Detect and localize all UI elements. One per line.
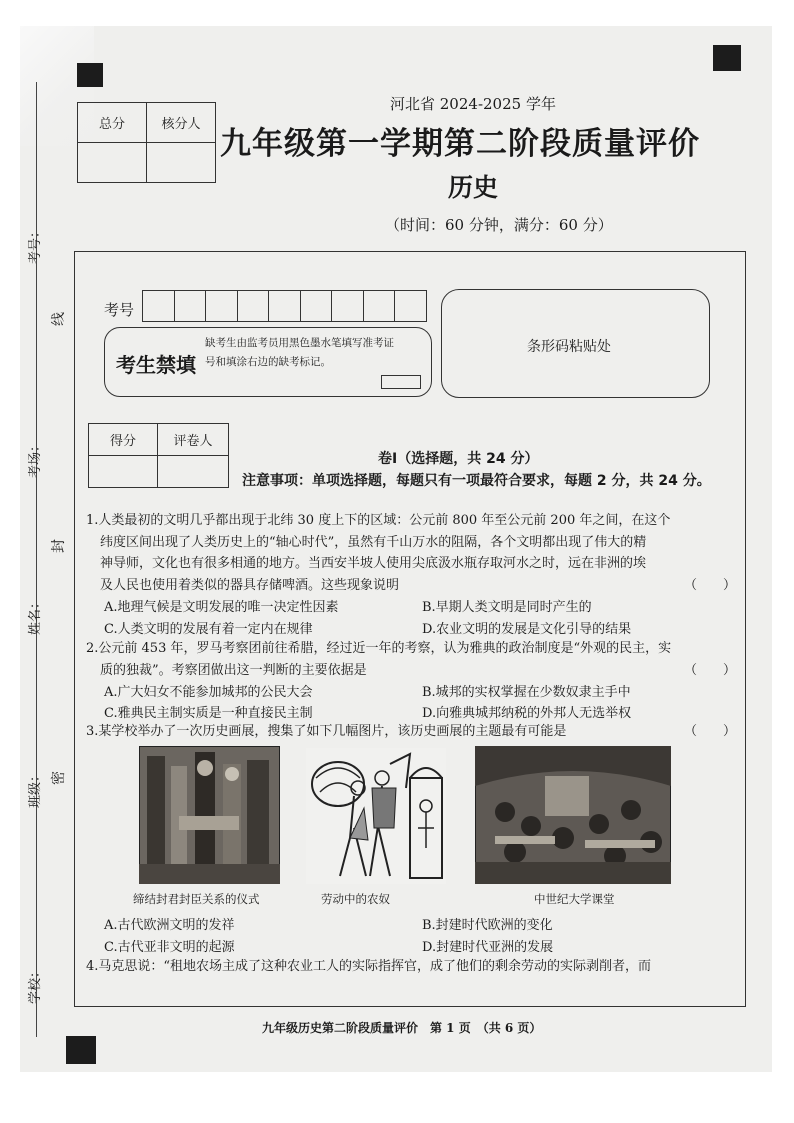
subject-title: 历史 <box>448 173 499 202</box>
option-b: B.封建时代欧洲的变化 <box>422 918 553 933</box>
image-caption-2: 劳动中的农奴 <box>321 892 390 906</box>
question-4-line: 4.马克思说：“租地农场主成了这种农业工人的实际指挥官，成了他们的剩余劳动的实际剥削者，而 <box>86 959 652 974</box>
sidebar-label-exam-no: 考号： <box>28 224 43 264</box>
question-1-line-last <box>86 575 736 597</box>
exam-number-cell[interactable] <box>206 291 238 321</box>
exam-number-cell[interactable] <box>395 291 426 321</box>
image-caption-1: 缔结封君封臣关系的仪式 <box>133 892 260 906</box>
question-3-line: 3.某学校举办了一次历史画展，搜集了如下几幅图片，该历史画展的主题最有可能是 <box>86 724 567 739</box>
sidebar-label-school: 学校： <box>28 964 43 1004</box>
option-a: A.广大妇女不能参加城邦的公民大会 <box>104 685 313 700</box>
registration-marker-top-right <box>713 45 741 71</box>
forbidden-instructions: 缺考生由监考员用黑色墨水笔填写准考证号和填涂右边的缺考标记。 <box>205 337 394 368</box>
option-c: C.雅典民主制实质是一种直接民主制 <box>104 706 313 721</box>
absence-mark-box[interactable] <box>381 375 421 389</box>
question-2-line: 2.公元前 453 年，罗马考察团前往希腊，经过近一年的考察，认为雅典的政治制度是“外观的民主，实 <box>86 641 672 656</box>
option-d: D.农业文明的发展是文化引导的结果 <box>422 622 632 637</box>
answer-parentheses[interactable]: （ ） <box>683 662 736 678</box>
question-2 <box>86 638 736 681</box>
serfs-working-image <box>306 748 446 884</box>
registration-marker-top-left <box>77 63 103 87</box>
sidebar-label-name: 姓名： <box>28 595 43 635</box>
page-title: 九年级第一学期第二阶段质量评价 <box>220 126 700 162</box>
question-2-line-last <box>86 660 736 682</box>
section-notice: 注意事项：单项选择题，每题只有一项最符合要求，每题 2 分，共 24 分。 <box>242 473 711 489</box>
score-header: 得分 <box>89 424 158 456</box>
grader-header: 评卷人 <box>158 424 229 456</box>
checker-cell <box>147 143 216 183</box>
binding-word-line: 线 <box>51 312 67 326</box>
exam-number-cell[interactable] <box>301 291 333 321</box>
exam-number-cell[interactable] <box>238 291 270 321</box>
question-1 <box>86 510 736 596</box>
forbidden-title: 考生禁填 <box>116 353 196 377</box>
barcode-label: 条形码粘贴处 <box>527 339 611 355</box>
question-1-line: 及人民也使用着类似的器具存储啤酒。这些现象说明 <box>100 577 400 593</box>
question-2-line: 质的独裁”。考察团做出这一判断的主要依据是 <box>100 662 367 678</box>
option-d: D.向雅典城邦纳税的外邦人无选举权 <box>422 706 632 721</box>
exam-number-cell[interactable] <box>364 291 396 321</box>
option-b: B.早期人类文明是同时产生的 <box>422 600 592 615</box>
exam-number-label: 考号 <box>104 301 135 319</box>
question-3-line-row <box>86 721 736 743</box>
option-a: A.地理气候是文明发展的唯一决定性因素 <box>104 600 339 615</box>
option-c: C.人类文明的发展有着一定内在规律 <box>104 622 313 637</box>
sidebar-label-exam-room: 考场： <box>28 438 43 478</box>
exam-number-cell[interactable] <box>269 291 301 321</box>
option-b: B.城邦的实权掌握在少数奴隶主手中 <box>422 685 631 700</box>
sidebar-label-class: 班级： <box>28 768 43 808</box>
binding-word-seal: 封 <box>51 539 67 553</box>
exam-number-cell[interactable] <box>332 291 364 321</box>
option-c: C.古代亚非文明的起源 <box>104 940 235 955</box>
exam-number-cell[interactable] <box>175 291 207 321</box>
image-caption-3: 中世纪大学课堂 <box>534 892 615 906</box>
registration-marker-bottom-left <box>66 1036 96 1064</box>
section-score-table <box>88 423 229 488</box>
answer-parentheses[interactable]: （ ） <box>683 724 736 739</box>
total-score-cell <box>78 143 147 183</box>
question-4 <box>86 956 736 978</box>
binding-word-secret: 密 <box>51 771 67 785</box>
exam-number-grid[interactable] <box>142 290 427 322</box>
total-score-header: 总分 <box>78 103 147 143</box>
question-1-line: 纬度区间出现了人类历史上的“轴心时代”，虽然有千山万水的阻隔，各个文明都出现了伟大的精 <box>100 534 647 550</box>
time-info: （时间：60 分钟，满分：60 分） <box>385 216 613 234</box>
option-d: D.封建时代亚洲的发展 <box>422 940 554 955</box>
total-score-table <box>77 102 216 183</box>
section-title: 卷Ⅰ（选择题，共 24 分） <box>378 451 539 467</box>
header-province: 河北省 2024-2025 学年 <box>390 95 556 113</box>
question-3 <box>86 721 736 743</box>
question-1-line: 1.人类最初的文明几乎都出现于北纬 30 度上下的区域：公元前 800 年至公元前 200 年之间，在这个 <box>86 513 671 528</box>
checker-header: 核分人 <box>147 103 216 143</box>
vassal-ceremony-image <box>139 746 280 884</box>
question-1-line: 神导师，文化也有很多相通的地方。当西安半坡人使用尖底汲水瓶存取河水之时，远在非洲的埃 <box>100 556 647 571</box>
page-footer: 九年级历史第二阶段质量评价 第 1 页 （共 6 页） <box>262 1021 542 1035</box>
answer-parentheses[interactable]: （ ） <box>683 577 736 593</box>
score-cell <box>89 456 158 488</box>
exam-number-cell[interactable] <box>143 291 175 321</box>
medieval-classroom-image <box>475 746 671 884</box>
grader-cell <box>158 456 229 488</box>
option-a: A.古代欧洲文明的发祥 <box>104 918 235 933</box>
